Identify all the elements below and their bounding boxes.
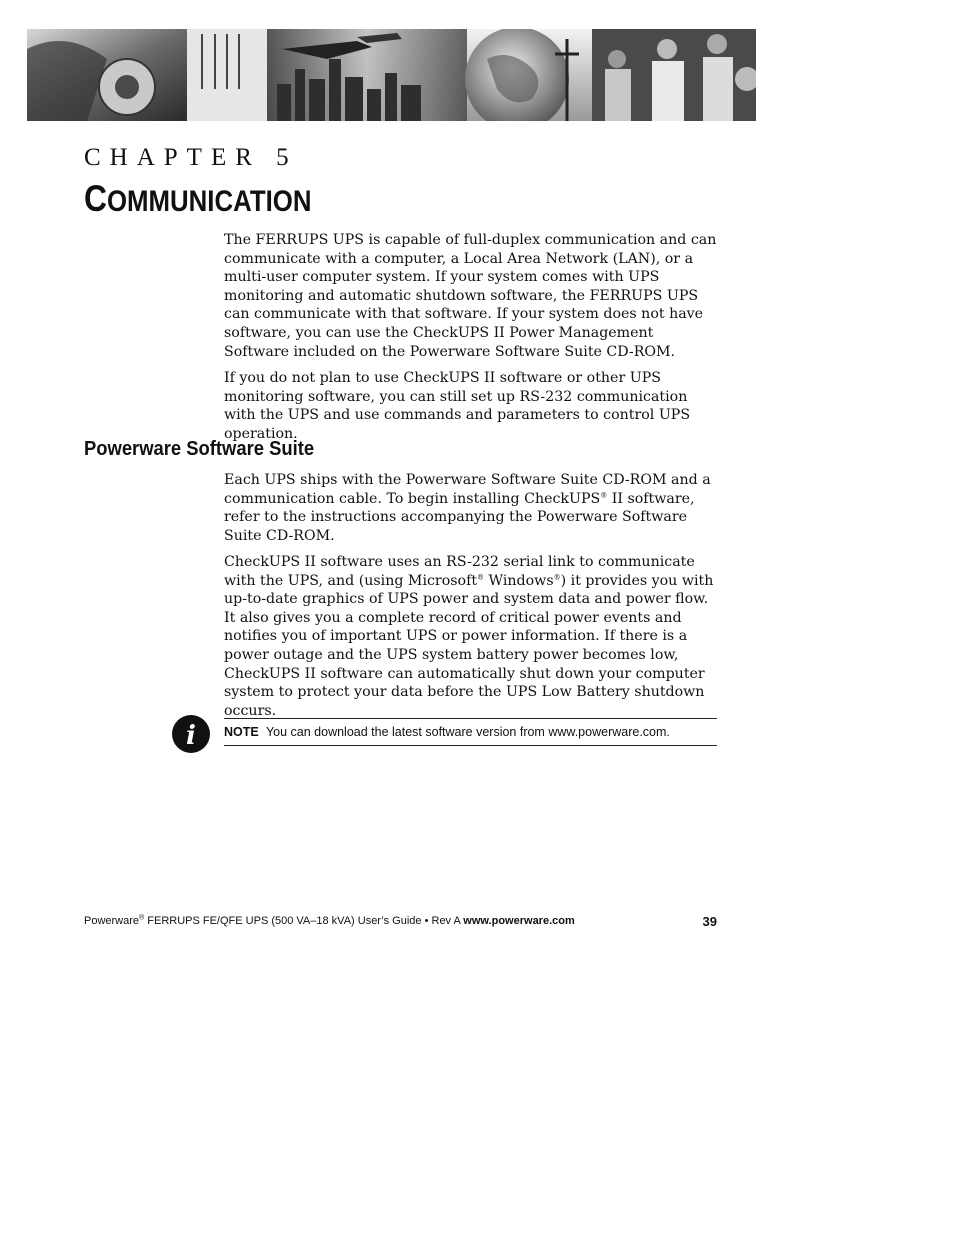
- section-paragraph-2-text-a: CheckUPS II software uses an RS-232 serial link to communicate with the UPS, and (using Microsoft: [224, 554, 695, 589]
- chapter-title-initial: C: [84, 178, 107, 219]
- note-text: You can download the latest software version from www.powerware.com.: [265, 725, 670, 739]
- header-banner-image: [27, 29, 756, 121]
- note-box: [224, 718, 717, 746]
- chapter-label: CHAPTER 5: [84, 144, 298, 171]
- footer-registered-mark: ®: [139, 914, 145, 922]
- note-label: NOTE: [224, 725, 259, 739]
- registered-mark: ®: [553, 572, 561, 581]
- section-paragraph-2-text-b: Windows: [484, 572, 554, 589]
- page-footer: [84, 915, 717, 927]
- info-icon: [171, 714, 211, 754]
- registered-mark: ®: [477, 572, 485, 581]
- info-icon-glyph: i: [186, 721, 196, 751]
- section-paragraph-1: [224, 471, 722, 545]
- intro-paragraph-1: The FERRUPS UPS is capable of full-duplex communication and can communicate with a computer, a Local Area Network (LAN), or a multi-user computer system. If your system comes with UPS monitoring and automatic shutdown software, the FERRUPS UPS can communicate with that software. If your system does not have software, you can use the CheckUPS II Power Management Software included on the Powerware Software Suite CD-ROM.: [224, 232, 717, 360]
- registered-mark: ®: [600, 490, 608, 499]
- section-paragraph-2-text-c: ) it provides you with up-to-date graphics of UPS power and system data and power flow. It also gives you a complete record of critical power events and notifies you of important UPS or power information. If there is a power outage and the UPS system battery power becomes low, CheckUPS II software can automatically shut down your computer system to protect your data before the UPS Low Battery shutdown occurs.: [224, 572, 714, 719]
- intro-paragraph-2: If you do not plan to use CheckUPS II software or other UPS monitoring software, you can still set up RS-232 communication with the UPS and use commands and parameters to control UPS operation.: [224, 370, 691, 442]
- footer-brand: Powerware: [84, 915, 140, 927]
- section-heading: Powerware Software Suite: [84, 438, 315, 460]
- page-number: 39: [702, 914, 717, 929]
- section-paragraph-1-text-b: II software, refer to the instructions accompanying the Powerware Software Suite CD-ROM.: [224, 490, 695, 544]
- section-paragraph-1-text-a: Each UPS ships with the Powerware Software Suite CD-ROM and a communication cable. To begin installing CheckUPS: [224, 472, 711, 507]
- chapter-title: [84, 178, 311, 220]
- chapter-title-rest: OMMUNICATION: [106, 185, 312, 218]
- section-paragraph-2: [224, 553, 722, 720]
- footer-guide-title: FERRUPS FE/QFE UPS (500 VA–18 kVA) User’s Guide • Rev A: [144, 915, 464, 927]
- footer-url: www.powerware.com: [463, 915, 575, 927]
